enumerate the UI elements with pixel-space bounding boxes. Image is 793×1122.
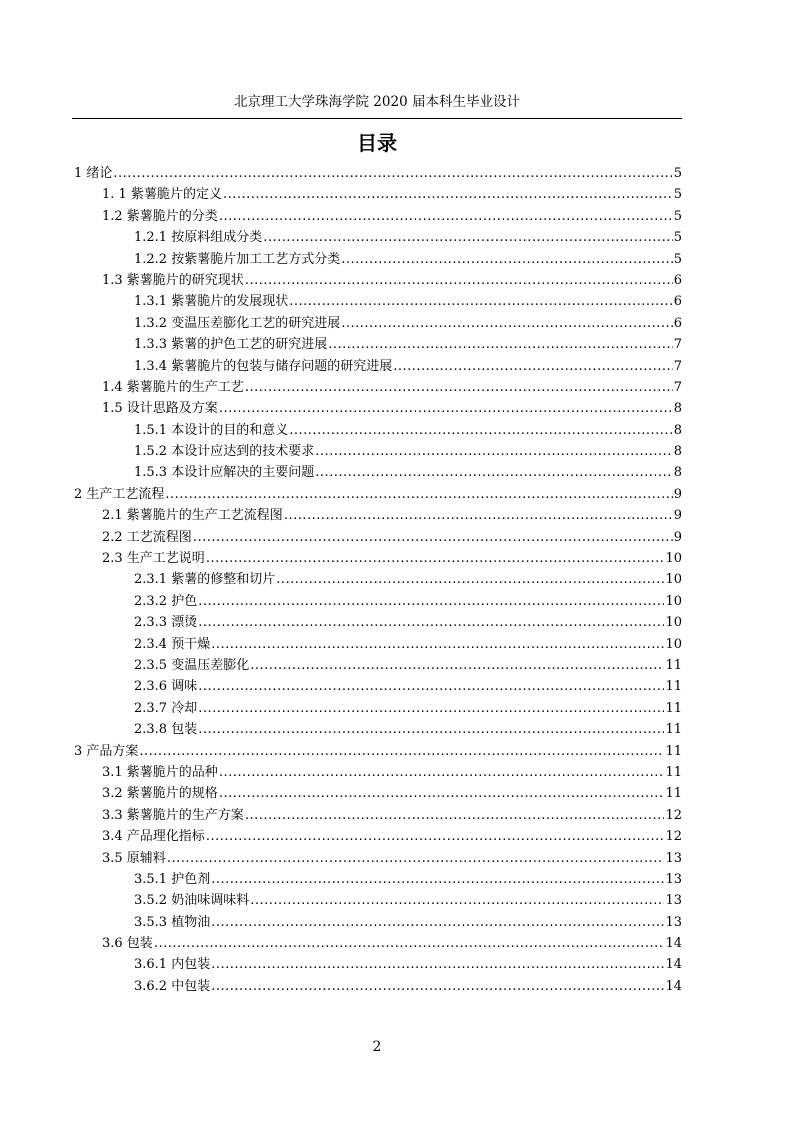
toc-entry-page: 10 — [665, 551, 682, 567]
dot-leader — [206, 548, 665, 569]
toc-entry[interactable] — [74, 890, 682, 911]
toc-entry[interactable] — [74, 291, 682, 312]
toc-entry-page: 14 — [665, 936, 682, 952]
dot-leader — [315, 462, 673, 483]
dot-leader — [223, 184, 673, 205]
toc-entry-page: 11 — [665, 722, 682, 738]
toc-entry-page: 7 — [673, 379, 682, 395]
dot-leader — [250, 655, 664, 676]
toc-entry-title: 2.3.7 冷却 — [134, 700, 198, 716]
toc-entry[interactable] — [74, 719, 682, 740]
dot-leader — [113, 163, 672, 184]
toc-entry-page: 13 — [665, 914, 682, 930]
toc-entry[interactable] — [74, 805, 682, 826]
dot-leader — [211, 634, 664, 655]
dot-leader — [211, 912, 664, 933]
toc-entry-title: 3.6.2 中包装 — [134, 978, 211, 994]
toc-entry-title: 2.3.2 护色 — [134, 593, 198, 609]
toc-entry-page: 14 — [665, 978, 682, 994]
toc-entry[interactable] — [74, 783, 682, 804]
toc-entry-title: 1 绪论 — [74, 166, 113, 181]
toc-entry-page: 11 — [665, 700, 682, 716]
toc-entry-page: 13 — [665, 893, 682, 909]
toc-entry[interactable] — [74, 634, 682, 655]
dot-leader — [284, 505, 673, 526]
toc-entry[interactable] — [74, 826, 682, 847]
page-number: 2 — [372, 1039, 382, 1055]
dot-leader — [263, 227, 673, 248]
toc-entry[interactable] — [74, 933, 682, 954]
toc-entry-page: 10 — [665, 615, 682, 631]
dot-leader — [219, 783, 665, 804]
toc-entry-title: 1.3.3 紫薯的护色工艺的研究进展 — [134, 337, 328, 353]
toc-entry-page: 6 — [673, 294, 682, 310]
toc-entry-title: 3.4 产品理化指标 — [102, 829, 205, 845]
toc-entry-page: 5 — [673, 166, 682, 181]
toc-entry-page: 6 — [673, 272, 682, 288]
dot-leader — [211, 954, 664, 975]
toc-entry-title: 3.6 包装 — [102, 936, 153, 952]
toc-entry-title: 3.5.3 植物油 — [134, 914, 211, 930]
toc-entry-title: 2.2 工艺流程图 — [102, 529, 192, 545]
toc-entry-page: 11 — [665, 764, 682, 780]
toc-entry[interactable] — [74, 612, 682, 633]
toc-entry-title: 1.5.3 本设计应解决的主要问题 — [134, 465, 315, 481]
toc-entry-title: 1.3 紫薯脆片的研究现状 — [102, 272, 244, 288]
dot-leader — [393, 356, 673, 377]
dot-leader — [211, 869, 664, 890]
toc-entry-page: 8 — [673, 401, 682, 417]
dot-leader — [198, 698, 664, 719]
running-header: 北京理工大学珠海学院 2020 届本科生毕业设计 — [234, 94, 520, 110]
toc-entry[interactable] — [74, 548, 682, 569]
dot-leader — [198, 719, 664, 740]
toc-entry[interactable] — [74, 270, 682, 291]
toc-entry-page: 11 — [665, 743, 682, 759]
toc-entry[interactable] — [74, 912, 682, 933]
dot-leader — [289, 420, 673, 441]
toc-entry-title: 3 产品方案 — [74, 743, 139, 759]
toc-entry[interactable] — [74, 420, 682, 441]
toc-entry[interactable] — [74, 505, 682, 526]
toc-entry-page: 5 — [673, 208, 682, 224]
toc-entry-page: 7 — [673, 358, 682, 374]
toc-entry-title: 2.1 紫薯脆片的生产工艺流程图 — [102, 508, 283, 524]
toc-entry-page: 12 — [665, 829, 682, 845]
dot-leader — [211, 976, 664, 997]
toc-entry[interactable] — [74, 398, 682, 419]
toc-entry-title: 2.3.5 变温压差膨化 — [134, 657, 250, 673]
toc-entry-title: 3.2 紫薯脆片的规格 — [102, 786, 218, 802]
toc-entry[interactable] — [74, 976, 682, 997]
dot-leader — [219, 206, 673, 227]
dot-leader — [167, 848, 665, 869]
toc-entry-page: 12 — [665, 807, 682, 823]
toc-entry-title: 3.5.1 护色剂 — [134, 871, 211, 887]
toc-entry-title: 2.3.3 漂烫 — [134, 615, 198, 631]
toc-entry[interactable] — [74, 356, 682, 377]
table-of-contents — [74, 163, 682, 997]
dot-leader — [276, 569, 664, 590]
toc-entry-page: 6 — [673, 315, 682, 331]
toc-entry[interactable] — [74, 954, 682, 975]
dot-leader — [154, 933, 665, 954]
toc-entry[interactable] — [74, 569, 682, 590]
toc-entry-title: 3.1 紫薯脆片的品种 — [102, 764, 218, 780]
toc-entry-title: 3.5 原辅料 — [102, 850, 166, 866]
toc-entry[interactable] — [74, 741, 682, 762]
toc-entry-title: 1.3.2 变温压差膨化工艺的研究进展 — [134, 315, 341, 331]
toc-entry-title: 2.3 生产工艺说明 — [102, 551, 205, 567]
toc-entry-page: 11 — [665, 679, 682, 695]
toc-entry[interactable] — [74, 441, 682, 462]
dot-leader — [328, 334, 673, 355]
toc-entry-page: 7 — [673, 337, 682, 353]
toc-entry-title: 1.2.1 按原料组成分类 — [134, 230, 263, 246]
toc-entry-page: 9 — [673, 508, 682, 524]
toc-entry-title: 1.5.1 本设计的目的和意义 — [134, 422, 289, 438]
toc-entry-title: 2 生产工艺流程 — [74, 486, 165, 502]
toc-entry-title: 2.3.6 调味 — [134, 679, 198, 695]
toc-entry[interactable] — [74, 184, 682, 205]
toc-entry[interactable] — [74, 676, 682, 697]
toc-entry-page: 5 — [673, 230, 682, 246]
toc-entry-page: 5 — [673, 251, 682, 267]
toc-entry-title: 1.4 紫薯脆片的生产工艺 — [102, 379, 244, 395]
toc-entry[interactable] — [74, 249, 682, 270]
toc-entry-page: 5 — [673, 187, 682, 203]
toc-entry-page: 8 — [673, 465, 682, 481]
toc-entry-title: 1. 1 紫薯脆片的定义 — [102, 187, 222, 203]
toc-entry[interactable] — [74, 206, 682, 227]
toc-entry-title: 1.2 紫薯脆片的分类 — [102, 208, 218, 224]
toc-entry-page: 10 — [665, 593, 682, 609]
toc-entry-page: 9 — [673, 486, 682, 502]
dot-leader — [219, 762, 665, 783]
toc-entry[interactable] — [74, 698, 682, 719]
toc-entry[interactable] — [74, 869, 682, 890]
toc-title: 目录 — [357, 131, 397, 155]
dot-leader — [219, 398, 673, 419]
dot-leader — [206, 826, 665, 847]
dot-leader — [341, 249, 673, 270]
dot-leader — [165, 484, 672, 505]
toc-entry[interactable] — [74, 227, 682, 248]
toc-entry-title: 1.3.1 紫薯脆片的发展现状 — [134, 294, 289, 310]
dot-leader — [250, 890, 664, 911]
dot-leader — [245, 270, 673, 291]
toc-entry-title: 3.3 紫薯脆片的生产方案 — [102, 807, 244, 823]
dot-leader — [245, 377, 673, 398]
dot-leader — [245, 805, 665, 826]
toc-entry[interactable] — [74, 484, 682, 505]
toc-entry[interactable] — [74, 163, 682, 184]
toc-entry[interactable] — [74, 527, 682, 548]
toc-entry-title: 1.5 设计思路及方案 — [102, 401, 218, 417]
toc-entry-title: 1.3.4 紫薯脆片的包装与储存问题的研究进展 — [134, 358, 393, 374]
toc-entry-title: 3.5.2 奶油味调味料 — [134, 893, 250, 909]
dot-leader — [315, 441, 673, 462]
toc-entry-title: 2.3.1 紫薯的修整和切片 — [134, 572, 276, 588]
dot-leader — [198, 591, 664, 612]
toc-entry-page: 9 — [673, 529, 682, 545]
dot-leader — [198, 612, 664, 633]
dot-leader — [193, 527, 673, 548]
toc-entry-page: 11 — [665, 786, 682, 802]
toc-entry-page: 11 — [665, 657, 682, 673]
toc-entry[interactable] — [74, 848, 682, 869]
dot-leader — [341, 313, 673, 334]
toc-entry[interactable] — [74, 313, 682, 334]
toc-entry-page: 10 — [665, 636, 682, 652]
toc-entry-title: 3.6.1 内包装 — [134, 957, 211, 973]
toc-entry-title: 1.2.2 按紫薯脆片加工工艺方式分类 — [134, 251, 341, 267]
toc-entry[interactable] — [74, 462, 682, 483]
toc-entry-title: 2.3.4 预干燥 — [134, 636, 211, 652]
toc-entry-page: 13 — [665, 871, 682, 887]
toc-entry[interactable] — [74, 377, 682, 398]
dot-leader — [139, 741, 664, 762]
header-rule — [72, 118, 682, 119]
dot-leader — [198, 676, 664, 697]
toc-entry-page: 14 — [665, 957, 682, 973]
toc-entry-page: 8 — [673, 444, 682, 460]
dot-leader — [289, 291, 673, 312]
toc-entry-page: 13 — [665, 850, 682, 866]
toc-entry[interactable] — [74, 655, 682, 676]
toc-entry-title: 2.3.8 包装 — [134, 722, 198, 738]
toc-entry[interactable] — [74, 591, 682, 612]
toc-entry[interactable] — [74, 334, 682, 355]
toc-entry-title: 1.5.2 本设计应达到的技术要求 — [134, 444, 315, 460]
toc-entry-page: 10 — [665, 572, 682, 588]
toc-entry-page: 8 — [673, 422, 682, 438]
toc-entry[interactable] — [74, 762, 682, 783]
